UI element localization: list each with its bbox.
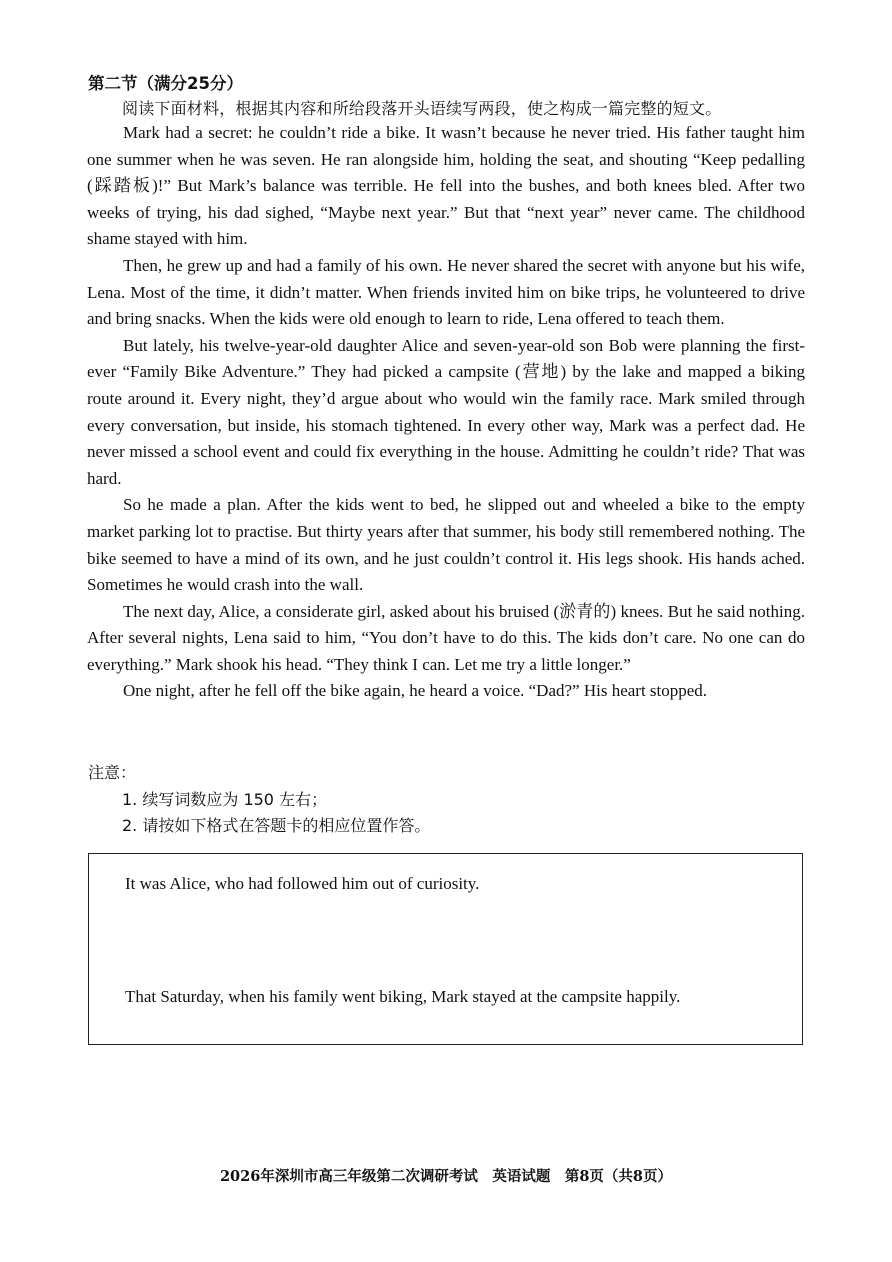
- note-item-answer-format: 2. 请按如下格式在答题卡的相应位置作答。: [122, 816, 431, 835]
- story-paragraph: So he made a plan. After the kids went to bed, he slipped out and wheeled a bike to the empty market parking lot to practise. But thirty years after that summer, his body still remembered nothing. The bike seemed to have a mind of its own, and he just couldn’t control it. His legs shook. His hands ached. Sometimes he would crash into the wall.: [87, 495, 805, 595]
- story-text: [87, 120, 805, 705]
- notes-title: 注意：: [88, 763, 137, 782]
- story-paragraph: The next day, Alice, a considerate girl, asked about his bruised (淤青的) knees. But he said nothing. After several nights, Lena said to him, “You don’t have to do this. The kids don’t care. No one can do everything.” Mark shook his head. “They think I can. Let me try a little longer.”: [87, 601, 805, 674]
- page-footer: 2026年深圳市高三年级第二次调研考试 英语试题 第8页（共8页）: [219, 1168, 673, 1185]
- note-item-word-count: 1. 续写词数应为 150 左右；: [122, 790, 328, 809]
- story-paragraph: But lately, his twelve-year-old daughter Alice and seven-year-old son Bob were planning the first-ever “Family Bike Adventure.” They had picked a campsite (营地) by the lake and mapped a biking route around it. Every night, they’d argue about who would win the family race. Mark smiled through every conversation, but inside, his stomach tightened. In every other way, Mark was a perfect dad. He never missed a school event and could fix everything in the house. Admitting he couldn’t ride? That was hard.: [87, 335, 805, 488]
- paragraph-opening-1: It was Alice, who had followed him out of curiosity.: [125, 874, 480, 893]
- story-paragraph: Then, he grew up and had a family of his own. He never shared the secret with anyone but his wife, Lena. Most of the time, it didn’t matter. When friends invited him on bike trips, he volunteered to drive and bring snacks. When the kids were old enough to learn to ride, Lena offered to teach them.: [87, 255, 805, 329]
- paragraph-opening-2: That Saturday, when his family went biking, Mark stayed at the campsite happily.: [125, 987, 681, 1006]
- story-paragraph: One night, after he fell off the bike again, he heard a voice. “Dad?” His heart stopped.: [123, 681, 708, 701]
- answer-box: [88, 853, 803, 1045]
- section-instruction: 阅读下面材料，根据其内容和所给段落开头语续写两段，使之构成一篇完整的短文。: [122, 99, 722, 118]
- story-paragraph: Mark had a secret: he couldn’t ride a bike. It wasn’t because he never tried. His father taught him one summer when he was seven. He ran alongside him, holding the seat, and shouting “Keep pedalling (踩踏板)!” But Mark’s balance was terrible. He fell into the bushes, and both knees bled. After two weeks of trying, his dad sighed, “Maybe next year.” But that “next year” never came. The childhood shame stayed with him.: [87, 123, 805, 249]
- section-title: 第二节（满分25分）: [88, 74, 243, 93]
